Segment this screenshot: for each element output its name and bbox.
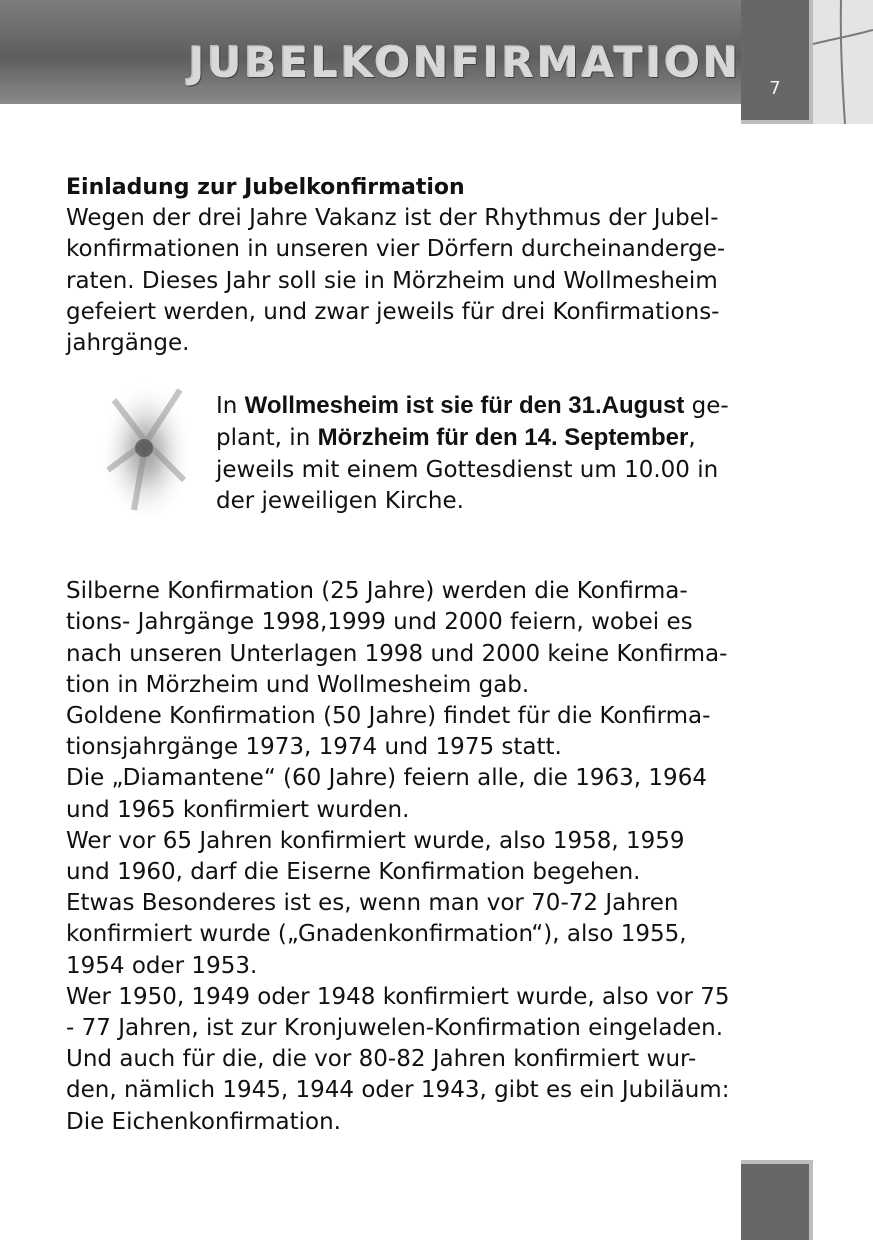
text-line: 1954 oder 1953. xyxy=(66,952,258,979)
page-number: 7 xyxy=(769,78,781,99)
text-line: In Wollmesheim ist sie für den 31.August ge- xyxy=(216,392,729,420)
moerzheim-date: Mörzheim für den 14. September xyxy=(317,424,689,452)
text-line: tionsjahrgänge 1973, 1974 und 1975 statt. xyxy=(66,734,562,761)
text-line: tions- Jahrgänge 1998,1999 und 2000 feiern, wobei es xyxy=(66,609,693,636)
wollmesheim-date: Wollmesheim ist sie für den 31.August xyxy=(244,392,685,420)
header-banner xyxy=(0,0,741,104)
text-line: konfirmationen in unseren vier Dörfern durcheinanderge- xyxy=(66,236,726,263)
snowflake-image xyxy=(94,360,198,522)
details-paragraph xyxy=(66,576,806,1138)
text-line: Und auch für die, die vor 80-82 Jahren konfirmiert wur- xyxy=(66,1046,697,1073)
text-line: raten. Dieses Jahr soll sie in Mörzheim und Wollmesheim xyxy=(66,267,718,294)
dates-block xyxy=(66,390,806,545)
text-line: den, nämlich 1945, 1944 oder 1943, gibt es ein Jubiläum: xyxy=(66,1077,730,1104)
text-line: Wegen der drei Jahre Vakanz ist der Rhythmus der Jubel- xyxy=(66,205,719,232)
text-line: Etwas Besonderes ist es, wenn man vor 70-72 Jahren xyxy=(66,890,679,917)
text-line: tion in Mörzheim und Wollmesheim gab. xyxy=(66,671,530,698)
text-line: - 77 Jahren, ist zur Kronjuwelen-Konfirmation eingeladen. xyxy=(66,1015,724,1042)
text-line: plant, in Mörzheim für den 14. September, xyxy=(216,424,696,452)
text-line: gefeiert werden, und zwar jeweils für drei Konfirmations- xyxy=(66,298,720,325)
text-line: jeweils mit einem Gottesdienst um 10.00 in xyxy=(216,456,719,483)
text-line: der jeweiligen Kirche. xyxy=(216,487,464,514)
text-line: konfirmiert wurde („Gnadenkonfirmation“), also 1955, xyxy=(66,921,687,948)
text-line: jahrgänge. xyxy=(66,330,190,357)
text-line: Silberne Konfirmation (25 Jahre) werden die Konfirma- xyxy=(66,578,688,605)
page-title: JUBELKONFIRMATION xyxy=(188,38,742,87)
footer-tab xyxy=(741,1160,813,1240)
text-line: nach unseren Unterlagen 1998 und 2000 keine Konfirma- xyxy=(66,640,728,667)
text-line: Wer vor 65 Jahren konfirmiert wurde, also 1958, 1959 xyxy=(66,827,685,854)
intro-paragraph xyxy=(66,203,806,359)
page-number-tab xyxy=(741,0,813,124)
article xyxy=(66,172,806,1138)
text-line: Die „Diamantene“ (60 Jahre) feiern alle, die 1963, 1964 xyxy=(66,765,707,792)
dates-paragraph xyxy=(216,390,806,517)
text-line: und 1960, darf die Eiserne Konfirmation begehen. xyxy=(66,859,641,886)
text-line: Die Eichenkonfirmation. xyxy=(66,1108,341,1135)
text-line: und 1965 konfirmiert wurden. xyxy=(66,796,410,823)
text-line: Goldene Konfirmation (50 Jahre) findet für die Konfirma- xyxy=(66,703,711,730)
article-heading: Einladung zur Jubelkonfirmation xyxy=(66,175,465,200)
text-line: Wer 1950, 1949 oder 1948 konfirmiert wurde, also vor 75 xyxy=(66,983,730,1010)
